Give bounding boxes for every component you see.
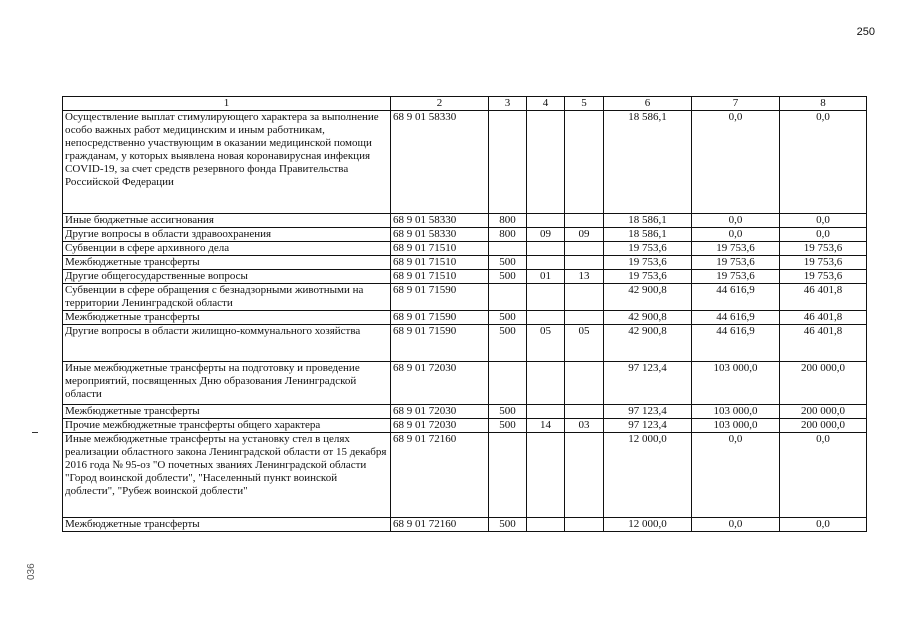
- row-c4: 14: [527, 419, 565, 433]
- row-c5: 09: [565, 228, 604, 242]
- row-c5: [565, 362, 604, 405]
- row-code: 68 9 01 71510: [391, 256, 489, 270]
- row-c5: [565, 242, 604, 256]
- row-c4: 01: [527, 270, 565, 284]
- row-c3: [489, 242, 527, 256]
- row-name: Иные бюджетные ассигнования: [63, 214, 391, 228]
- row-name: Субвенции в сфере обращения с безнадзорными животными на территории Ленинградской области: [63, 284, 391, 311]
- row-c3: 500: [489, 405, 527, 419]
- row-c3: 500: [489, 256, 527, 270]
- row-code: 68 9 01 72030: [391, 405, 489, 419]
- row-c3: 500: [489, 419, 527, 433]
- table-row: [63, 518, 867, 532]
- margin-stamp: 036: [26, 563, 37, 580]
- row-v8: 0,0: [780, 214, 867, 228]
- row-c3: 500: [489, 311, 527, 325]
- row-v8: 0,0: [780, 228, 867, 242]
- row-v7: 19 753,6: [692, 270, 780, 284]
- row-code: 68 9 01 72160: [391, 433, 489, 518]
- column-header: 8: [780, 97, 867, 111]
- table-row: [63, 433, 867, 518]
- column-header: 6: [604, 97, 692, 111]
- row-v6: 12 000,0: [604, 518, 692, 532]
- table-row: [63, 228, 867, 242]
- row-name: Межбюджетные трансферты: [63, 518, 391, 532]
- table-row: [63, 111, 867, 214]
- row-v6: 18 586,1: [604, 111, 692, 214]
- column-header: 5: [565, 97, 604, 111]
- table-row: [63, 311, 867, 325]
- row-v8: 46 401,8: [780, 284, 867, 311]
- row-v8: 0,0: [780, 111, 867, 214]
- row-c4: [527, 518, 565, 532]
- column-header: 7: [692, 97, 780, 111]
- row-c4: [527, 256, 565, 270]
- row-c3: 800: [489, 214, 527, 228]
- row-v7: 0,0: [692, 518, 780, 532]
- row-v7: 19 753,6: [692, 242, 780, 256]
- row-c5: [565, 311, 604, 325]
- row-v8: 0,0: [780, 433, 867, 518]
- row-code: 68 9 01 58330: [391, 228, 489, 242]
- row-c5: [565, 256, 604, 270]
- row-name: Осуществление выплат стимулирующего характера за выполнение особо важных работ медицинским и иным работникам, непосредственно участвующим в оказании медицинской помощи гражданам, у которых выявлена новая коронавирусная инфекция COVID-19, за счет средств резервного фонда Правительства Российской Федерации: [63, 111, 391, 214]
- row-c5: [565, 433, 604, 518]
- row-c4: [527, 311, 565, 325]
- column-header: 1: [63, 97, 391, 111]
- row-v7: 103 000,0: [692, 419, 780, 433]
- row-v7: 19 753,6: [692, 256, 780, 270]
- row-c3: 800: [489, 228, 527, 242]
- row-c3: [489, 284, 527, 311]
- row-c3: 500: [489, 270, 527, 284]
- table-row: [63, 362, 867, 405]
- row-c4: [527, 433, 565, 518]
- table-row: [63, 284, 867, 311]
- row-c4: [527, 111, 565, 214]
- row-v8: 19 753,6: [780, 256, 867, 270]
- row-c4: [527, 405, 565, 419]
- row-c5: [565, 111, 604, 214]
- table-row: [63, 405, 867, 419]
- row-v8: 19 753,6: [780, 270, 867, 284]
- row-code: 68 9 01 71590: [391, 311, 489, 325]
- header-row: [63, 97, 867, 111]
- row-c5: [565, 214, 604, 228]
- row-name: Иные межбюджетные трансферты на установку стел в целях реализации областного закона Ленинградской области от 15 декабря 2016 года № 95-оз "О почетных званиях Ленинградской области "Город воинской доблести", "Населенный пункт воинской доблести", "Рубеж воинской доблести": [63, 433, 391, 518]
- row-v7: 0,0: [692, 214, 780, 228]
- row-c4: [527, 284, 565, 311]
- row-c3: [489, 433, 527, 518]
- row-v7: 44 616,9: [692, 325, 780, 362]
- row-c4: [527, 242, 565, 256]
- row-v7: 44 616,9: [692, 311, 780, 325]
- row-c4: 05: [527, 325, 565, 362]
- row-v7: 0,0: [692, 433, 780, 518]
- row-code: 68 9 01 72030: [391, 419, 489, 433]
- row-v8: 200 000,0: [780, 405, 867, 419]
- row-v6: 19 753,6: [604, 270, 692, 284]
- row-v6: 12 000,0: [604, 433, 692, 518]
- row-v8: 46 401,8: [780, 311, 867, 325]
- row-c5: [565, 518, 604, 532]
- row-c5: [565, 284, 604, 311]
- row-c3: 500: [489, 518, 527, 532]
- row-v8: 0,0: [780, 518, 867, 532]
- row-c5: 05: [565, 325, 604, 362]
- row-v7: 0,0: [692, 228, 780, 242]
- row-code: 68 9 01 58330: [391, 111, 489, 214]
- row-v8: 19 753,6: [780, 242, 867, 256]
- table-row: [63, 419, 867, 433]
- row-c4: [527, 362, 565, 405]
- budget-table: [62, 96, 867, 532]
- row-v6: 18 586,1: [604, 214, 692, 228]
- column-header: 4: [527, 97, 565, 111]
- row-name: Межбюджетные трансферты: [63, 256, 391, 270]
- row-name: Иные межбюджетные трансферты на подготовку и проведение мероприятий, посвященных Дню образования Ленинградской области: [63, 362, 391, 405]
- row-name: Межбюджетные трансферты: [63, 311, 391, 325]
- row-v7: 103 000,0: [692, 362, 780, 405]
- row-code: 68 9 01 71590: [391, 284, 489, 311]
- row-v7: 0,0: [692, 111, 780, 214]
- row-v6: 42 900,8: [604, 325, 692, 362]
- row-name: Другие вопросы в области жилищно-коммунального хозяйства: [63, 325, 391, 362]
- row-v8: 200 000,0: [780, 419, 867, 433]
- row-c3: [489, 111, 527, 214]
- page-number: 250: [856, 26, 875, 38]
- row-name: Другие вопросы в области здравоохранения: [63, 228, 391, 242]
- row-v6: 19 753,6: [604, 242, 692, 256]
- table-row: [63, 214, 867, 228]
- row-name: Межбюджетные трансферты: [63, 405, 391, 419]
- row-v6: 97 123,4: [604, 362, 692, 405]
- row-v8: 46 401,8: [780, 325, 867, 362]
- row-c3: [489, 362, 527, 405]
- row-code: 68 9 01 72030: [391, 362, 489, 405]
- row-v7: 103 000,0: [692, 405, 780, 419]
- row-v6: 97 123,4: [604, 405, 692, 419]
- row-c5: 03: [565, 419, 604, 433]
- row-name: Другие общегосударственные вопросы: [63, 270, 391, 284]
- table-row: [63, 270, 867, 284]
- row-c4: [527, 214, 565, 228]
- margin-dash: [32, 432, 38, 433]
- row-c5: [565, 405, 604, 419]
- table-row: [63, 256, 867, 270]
- column-header: 3: [489, 97, 527, 111]
- row-v6: 19 753,6: [604, 256, 692, 270]
- row-c3: 500: [489, 325, 527, 362]
- table-row: [63, 325, 867, 362]
- row-code: 68 9 01 71510: [391, 242, 489, 256]
- row-v6: 42 900,8: [604, 311, 692, 325]
- row-code: 68 9 01 72160: [391, 518, 489, 532]
- row-name: Прочие межбюджетные трансферты общего характера: [63, 419, 391, 433]
- row-v6: 42 900,8: [604, 284, 692, 311]
- row-code: 68 9 01 71510: [391, 270, 489, 284]
- row-v7: 44 616,9: [692, 284, 780, 311]
- row-code: 68 9 01 58330: [391, 214, 489, 228]
- row-c4: 09: [527, 228, 565, 242]
- table-row: [63, 242, 867, 256]
- row-name: Субвенции в сфере архивного дела: [63, 242, 391, 256]
- row-v6: 97 123,4: [604, 419, 692, 433]
- row-v8: 200 000,0: [780, 362, 867, 405]
- column-header: 2: [391, 97, 489, 111]
- row-v6: 18 586,1: [604, 228, 692, 242]
- row-c5: 13: [565, 270, 604, 284]
- row-code: 68 9 01 71590: [391, 325, 489, 362]
